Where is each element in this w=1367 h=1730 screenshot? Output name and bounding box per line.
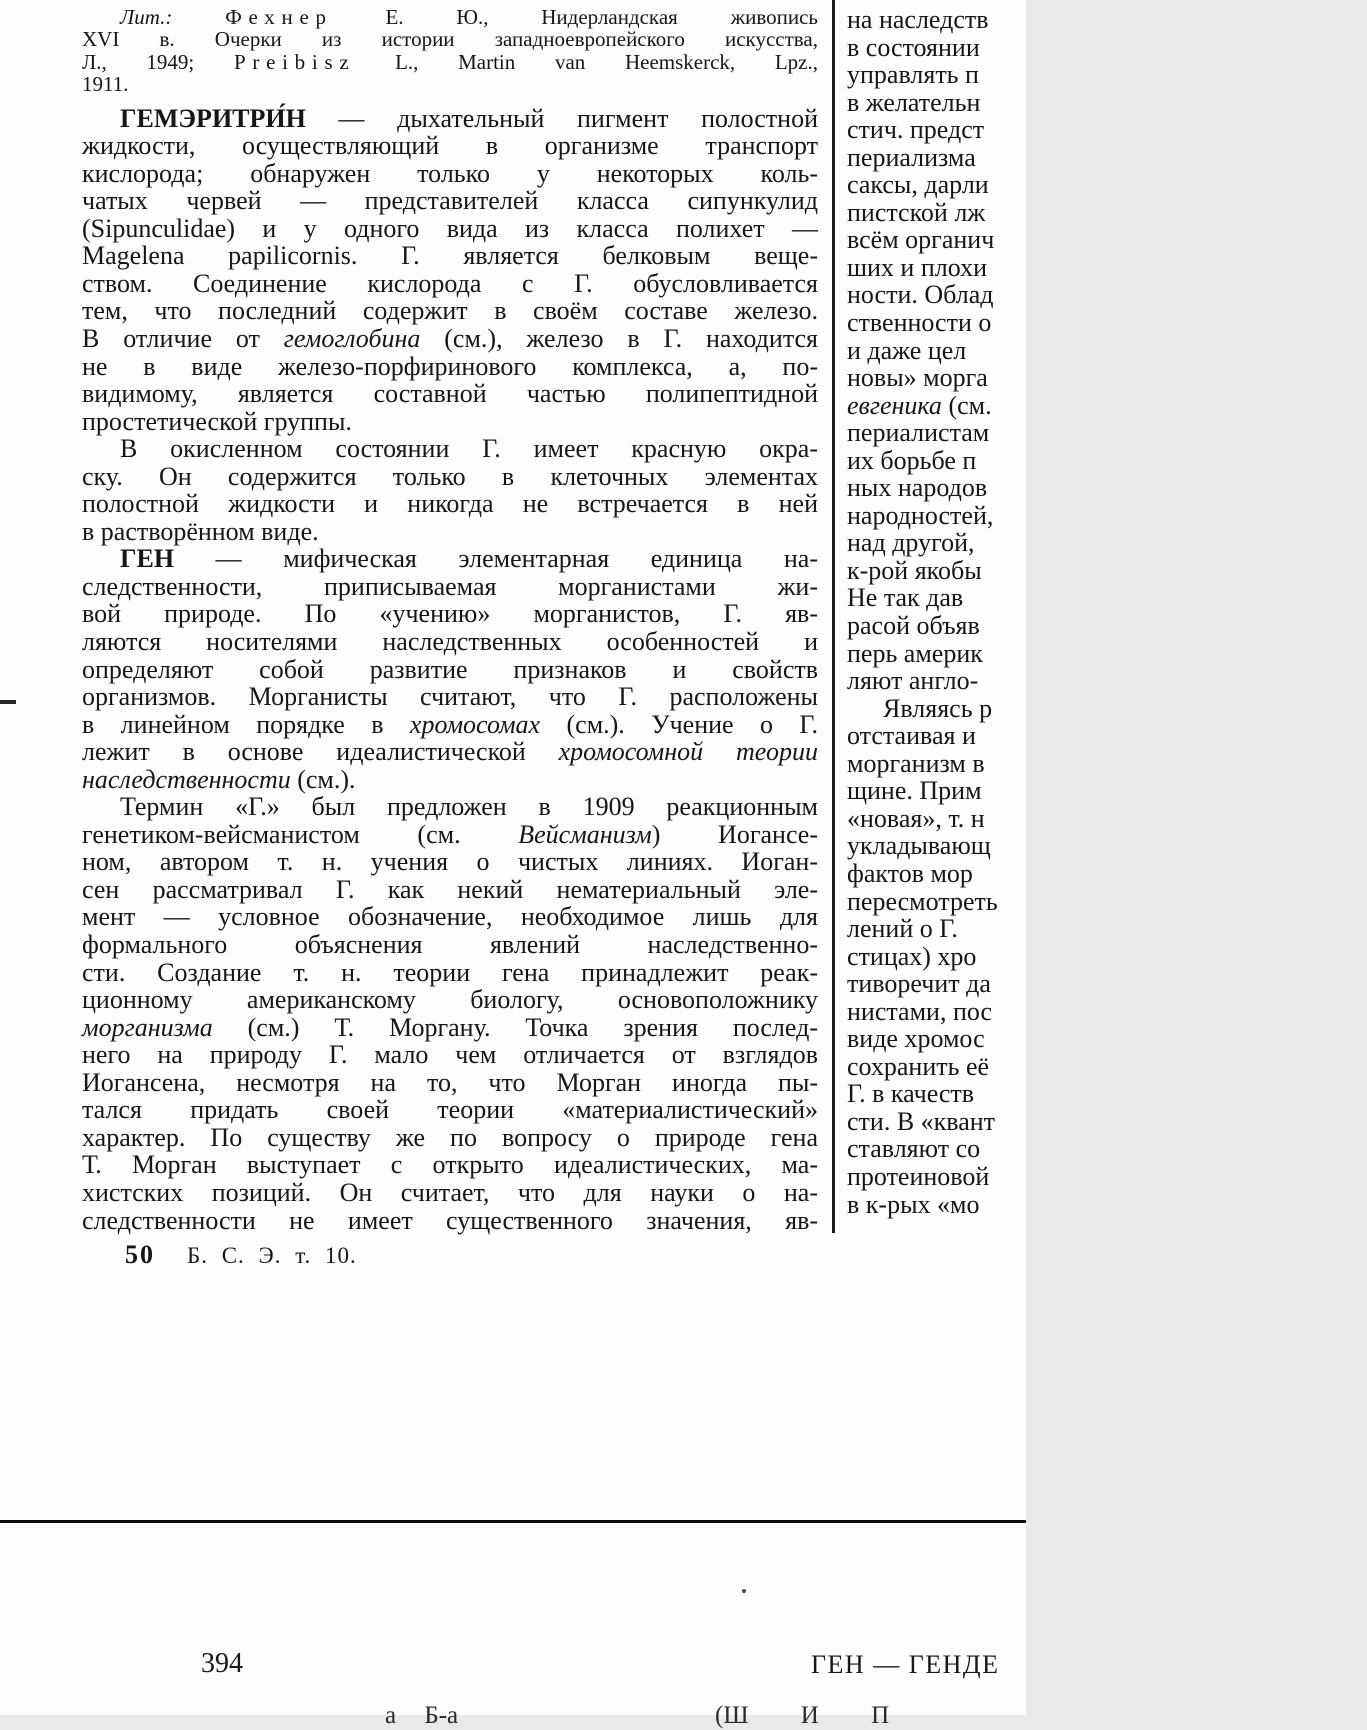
text-line: периализма — [847, 142, 976, 172]
text-line: 1911. — [82, 72, 129, 97]
text-line: в линейном порядке в хромосомах (см.). Учение о Г. — [82, 709, 818, 739]
text-line: Не так дав — [847, 583, 964, 613]
text-line: Иогансена, несмотря на то, что Морган иногда пы- — [82, 1067, 818, 1097]
text-line: (Sipunculidae) и у одного вида из класса полихет — — [82, 213, 818, 243]
text-line: видимому, является составной частью полипептидной — [82, 379, 818, 409]
text-line: сен рассматривал Г. как некий нематериальный эле- — [82, 874, 818, 904]
text-line: укладывающ — [847, 831, 991, 861]
text-line: В окисленном состоянии Г. имеет красную окра- — [120, 434, 818, 464]
text-line: генетиком-вейсманистом (см. Вейсманизм) Иогансе- — [82, 819, 819, 849]
text-line: управлять п — [847, 60, 979, 90]
text-line: ством. Соединение кислорода с Г. обусловливается — [82, 268, 818, 298]
text-line: ности. Облад — [847, 280, 994, 310]
text-line: В отличие от гемоглобина (см.), железо в Г. находится — [82, 324, 818, 353]
text-line: мент — условное обозначение, необходимое лишь для — [82, 902, 818, 932]
text-line: характер. По существу же по вопросу о природе гена — [82, 1122, 818, 1152]
text-line: ску. Он содержится только в клеточных элементах — [82, 461, 818, 491]
signature-number: 50 — [125, 1240, 155, 1269]
text-line: щине. Прим — [847, 776, 982, 806]
text-line: формального объяснения явлений наследственно- — [82, 930, 818, 960]
text-line: и даже цел — [847, 335, 967, 365]
text-line: полостной жидкости и никогда не встречается в ней — [82, 489, 818, 519]
text-line: вой природе. По «учению» морганистов, Г. яв- — [82, 599, 818, 629]
text-line: над другой, — [847, 528, 975, 558]
text-line: в к-рых «мо — [847, 1189, 980, 1219]
text-line: следственности, приписываемая морганистами жи- — [82, 571, 818, 601]
clipped-bottom-text-right: (Ш И П — [715, 1702, 890, 1729]
text-line: народностей, — [847, 500, 994, 530]
text-line: Г. в качеств — [847, 1079, 975, 1109]
text-line: жидкости, осуществляющий в организме транспорт — [82, 131, 818, 161]
text-line: тался придать своей теории «материалистический» — [82, 1095, 818, 1125]
text-line: всём органич — [847, 225, 995, 255]
text-line: стич. предст — [847, 115, 985, 145]
text-line: новы» морга — [847, 363, 988, 393]
scan-artifact-dash — [0, 700, 16, 704]
text-line: морганизма (см.) Т. Моргану. Точка зрения послед- — [82, 1012, 818, 1042]
text-line: пересмотреть — [847, 886, 998, 916]
text-line: виде хромос — [847, 1024, 985, 1054]
text-line: лежит в основе идеалистической хромосомной теории — [82, 737, 818, 767]
text-line: нистами, пос — [847, 996, 993, 1026]
text-line: XVI в. Очерки из истории западноевропейского искусства, — [82, 27, 818, 52]
text-line: сохранить её — [847, 1051, 990, 1081]
text-line: в состоянии — [847, 32, 980, 62]
text-line: сти. Создание т. н. теории гена принадлежит реак- — [82, 957, 818, 987]
left-column — [82, 6, 818, 1234]
text-line: морганизм в — [847, 748, 985, 778]
text-line: тиворечит да — [847, 969, 991, 999]
text-line: протеиновой — [847, 1161, 990, 1191]
text-line: ляются носителями наследственных особенностей и — [82, 627, 818, 657]
text-line: саксы, дарли — [847, 170, 989, 200]
text-line: лений о Г. — [847, 914, 958, 944]
text-line: отстаивая и — [847, 721, 976, 751]
text-line: ГЕН — мифическая элементарная единица на- — [120, 544, 818, 574]
text-line: Л., 1949; Preibisz L., Martin van Heemskerck, Lpz., — [82, 49, 819, 74]
text-line: ляют англо- — [847, 666, 979, 696]
text-line: наследственности (см.). — [82, 764, 356, 794]
text-line: Термин «Г.» был предложен в 1909 реакционным — [120, 792, 818, 822]
running-title: ГЕН — ГЕНДЕ — [811, 1650, 1000, 1679]
text-line: их борьбе п — [847, 445, 977, 475]
clipped-bottom-text-left: а Б-а — [385, 1702, 459, 1729]
text-line: ставляют со — [847, 1134, 981, 1164]
scan-artifact-dot — [742, 1589, 746, 1593]
text-line: него на природу Г. мало чем отличается от взглядов — [82, 1040, 818, 1070]
text-line: ционному американскому биологу, основоположнику — [82, 985, 818, 1015]
text-line: ших и плохи — [847, 252, 988, 282]
text-line: определяют собой развитие признаков и свойств — [82, 654, 818, 684]
text-line: ственности о — [847, 308, 992, 338]
text-line: в растворённом виде. — [82, 516, 319, 546]
text-line: Лит.: Фехнер Е. Ю., Нидерландская живопись — [120, 5, 818, 29]
text-line: пистской лж — [847, 197, 986, 227]
right-column — [847, 6, 1367, 1218]
text-line: Являясь р — [883, 693, 993, 723]
text-line: на наследств — [847, 5, 989, 34]
page-number: 394 — [201, 1648, 243, 1679]
text-line: евгеника (см. — [847, 390, 992, 420]
text-line: ном, автором т. н. учения о чистых линиях. Иоган- — [82, 847, 818, 877]
text-line: к-рой якобы — [847, 555, 982, 585]
text-line: сти. В «квант — [847, 1106, 996, 1136]
text-line: следственности не имеет существенного значения, яв- — [82, 1205, 818, 1235]
text-line: в желательн — [847, 87, 981, 117]
text-line: чатых червей — представителей класса сипункулид — [82, 186, 818, 216]
text-line: ГЕМЭРИТРИ́Н — дыхательный пигмент полостной — [120, 103, 818, 133]
text-line: организмов. Морганисты считают, что Г. расположены — [82, 682, 818, 712]
text-line: перь америк — [847, 638, 983, 668]
signature-volume-note: Б. С. Э. т. 10. — [187, 1243, 357, 1268]
text-line: не в виде железо-порфиринового комплекса, а, по- — [82, 351, 818, 381]
text-line: периалистам — [847, 418, 990, 448]
footer-separator-rule — [0, 1520, 1026, 1523]
text-line: хистских позиций. Он считает, что для науки о на- — [82, 1177, 818, 1207]
text-line: расой объяв — [847, 611, 980, 641]
text-line: простетической группы. — [82, 406, 352, 436]
print-signature — [125, 1240, 357, 1270]
text-line: «новая», т. н — [847, 803, 985, 833]
text-line: фактов мор — [847, 858, 973, 888]
text-line: стицах) хро — [847, 941, 977, 971]
text-line: кислорода; обнаружен только у некоторых коль- — [82, 158, 818, 188]
column-divider-rule — [832, 0, 835, 1233]
text-line: тем, что последний содержит в своём составе железо. — [82, 296, 818, 326]
text-line: Magelena papilicornis. Г. является белковым веще- — [82, 241, 818, 271]
text-line: Т. Морган выступает с открыто идеалистических, ма- — [82, 1150, 818, 1180]
text-line: ных народов — [847, 473, 988, 503]
